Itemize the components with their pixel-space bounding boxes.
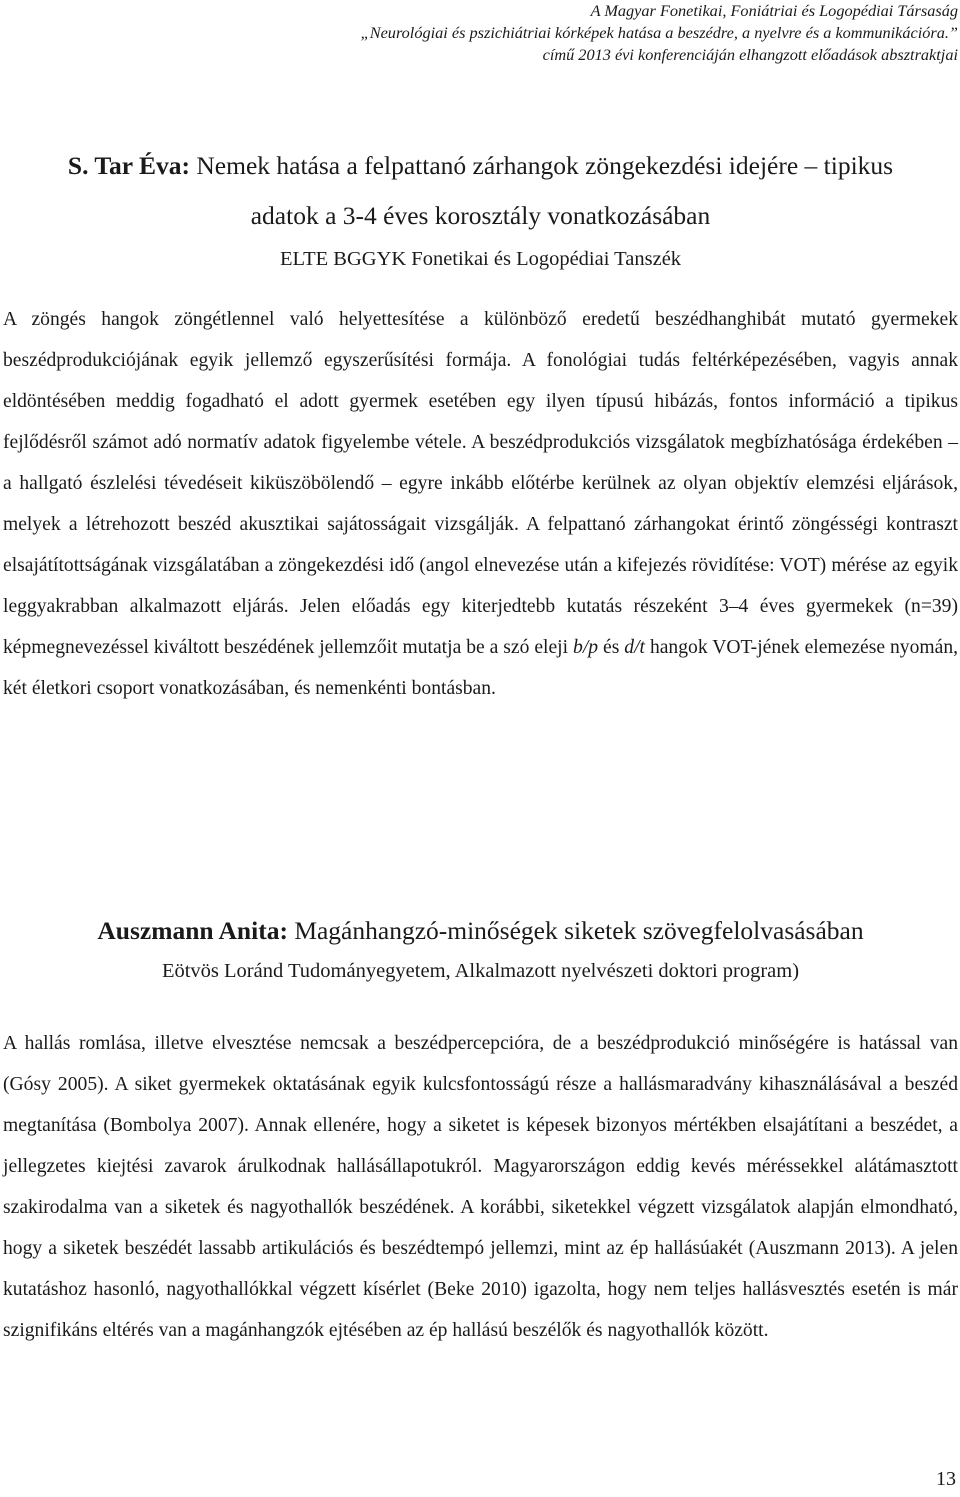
abstract-1-affiliation: ELTE BGGYK Fonetikai és Logopédiai Tanszék: [279, 248, 682, 270]
abstract-1: [3, 141, 958, 709]
abstract-1-title: [3, 141, 958, 241]
abstract-2-affiliation: Eötvös Loránd Tudományegyetem, Alkalmazott nyelvészeti doktori program): [161, 960, 800, 982]
abstract-1-body-italic-dt: d/t: [624, 637, 645, 658]
abstract-2: [3, 906, 958, 1351]
running-header: [361, 0, 958, 66]
abstract-1-body-text: A zöngés hangok zöngétlennel való helyettesítése a különböző eredetű beszédhanghibát mutató gyermekek beszédprodukciójának egyik jellemző egyszerűsítési formája. A fonológiai tudás feltérképezésében, vagyis annak eldöntésében meddig fogadható el adott gyermek esetében egy ilyen típusú hibázás, fontos információ a tipikus fejlődésről számot adó normatív adatok figyelembe vétele. A beszédprodukciós vizsgálatok megbízhatósága érdekében – a hallgató észlelési tévedéseit kiküszöbölendő – egyre inkább előtérbe kerülnek az olyan objektív elemzési eljárások, melyek a létrehozott beszéd akusztikai sajátosságait vizsgálják. A felpattanó zárhangokat érintő zöngésségi kontraszt elsajátítottságának vizsgálatában a zöngekezdési idő (angol elnevezése után a kifejezés rövidítése: VOT) mérése az egyik leggyakrabban alkalmazott eljárás. Jelen előadás egy kiterjedtebb kutatás részeként 3–4 éves gyermekek (n=39) képmegnevezéssel kiváltott beszédének jellemzőit mutatja be a szó eleji: [3, 309, 958, 658]
abstract-2-title-line-1: Magánhangzó-minőségek siketek szövegfelolvasásában: [294, 916, 864, 945]
abstract-1-body: [3, 299, 958, 709]
abstract-1-body-text-3: hangok VOT-jének elemezése nyomán, két életkori csoport vonatkozásában, és nemenkénti bontásban.: [3, 637, 959, 699]
header-line-2: „Neurológiai és pszichiátriai kórképek hatása a beszédre, a nyelvre és a kommunikációra.”: [360, 23, 958, 42]
abstract-1-title-line-1: Nemek hatása a felpattanó zárhangok zöngekezdési idejére – tipikus: [196, 151, 894, 180]
header-line-3: című 2013 évi konferenciáján elhangzott előadások absztraktjai: [542, 45, 958, 64]
abstract-1-title-line-2: adatok a 3-4 éves korosztály vonatkozásában: [250, 201, 711, 230]
abstract-2-title: [3, 906, 958, 956]
header-line-1: A Magyar Fonetikai, Foniátriai és Logopédiai Társaság: [590, 1, 958, 20]
abstract-1-author: S. Tar Éva:: [67, 151, 191, 180]
abstract-1-body-italic-bp: b/p: [573, 637, 599, 658]
abstract-2-author: Auszmann Anita:: [97, 916, 288, 945]
abstract-2-body: A hallás romlása, illetve elvesztése nemcsak a beszédpercepcióra, de a beszédprodukció minőségére is hatással van (Gósy 2005). A siket gyermekek oktatásának egyik kulcsfontosságú része a hallásmaradvány kihasználásával a beszéd megtanítása (Bombolya 2007). Annak ellenére, hogy a siketet is képesek bizonyos mértékben elsajátítani a beszédet, a jellegzetes kiejtési zavarok árulkodnak hallásállapotukról. Magyarországon eddig kevés méréssekkel alátámasztott szakirodalma van a siketek és nagyothallók beszédének. A korábbi, siketekkel végzett vizsgálatok alapján elmondható, hogy a siketek beszédét lassabb artikulációs és beszédtempó jellemzi, mint az ép hallásúakét (Auszmann 2013). A jelen kutatáshoz hasonló, nagyothallókkal végzett kísérlet (Beke 2010) igazolta, hogy nem teljes hallásvesztés esetén is már szignifikáns eltérés van a magánhangzók ejtésében az ép hallású beszélők és nagyothallók között.: [3, 1033, 958, 1341]
page-number: 13: [936, 1468, 956, 1490]
abstract-1-body-text-2: és: [603, 637, 620, 658]
